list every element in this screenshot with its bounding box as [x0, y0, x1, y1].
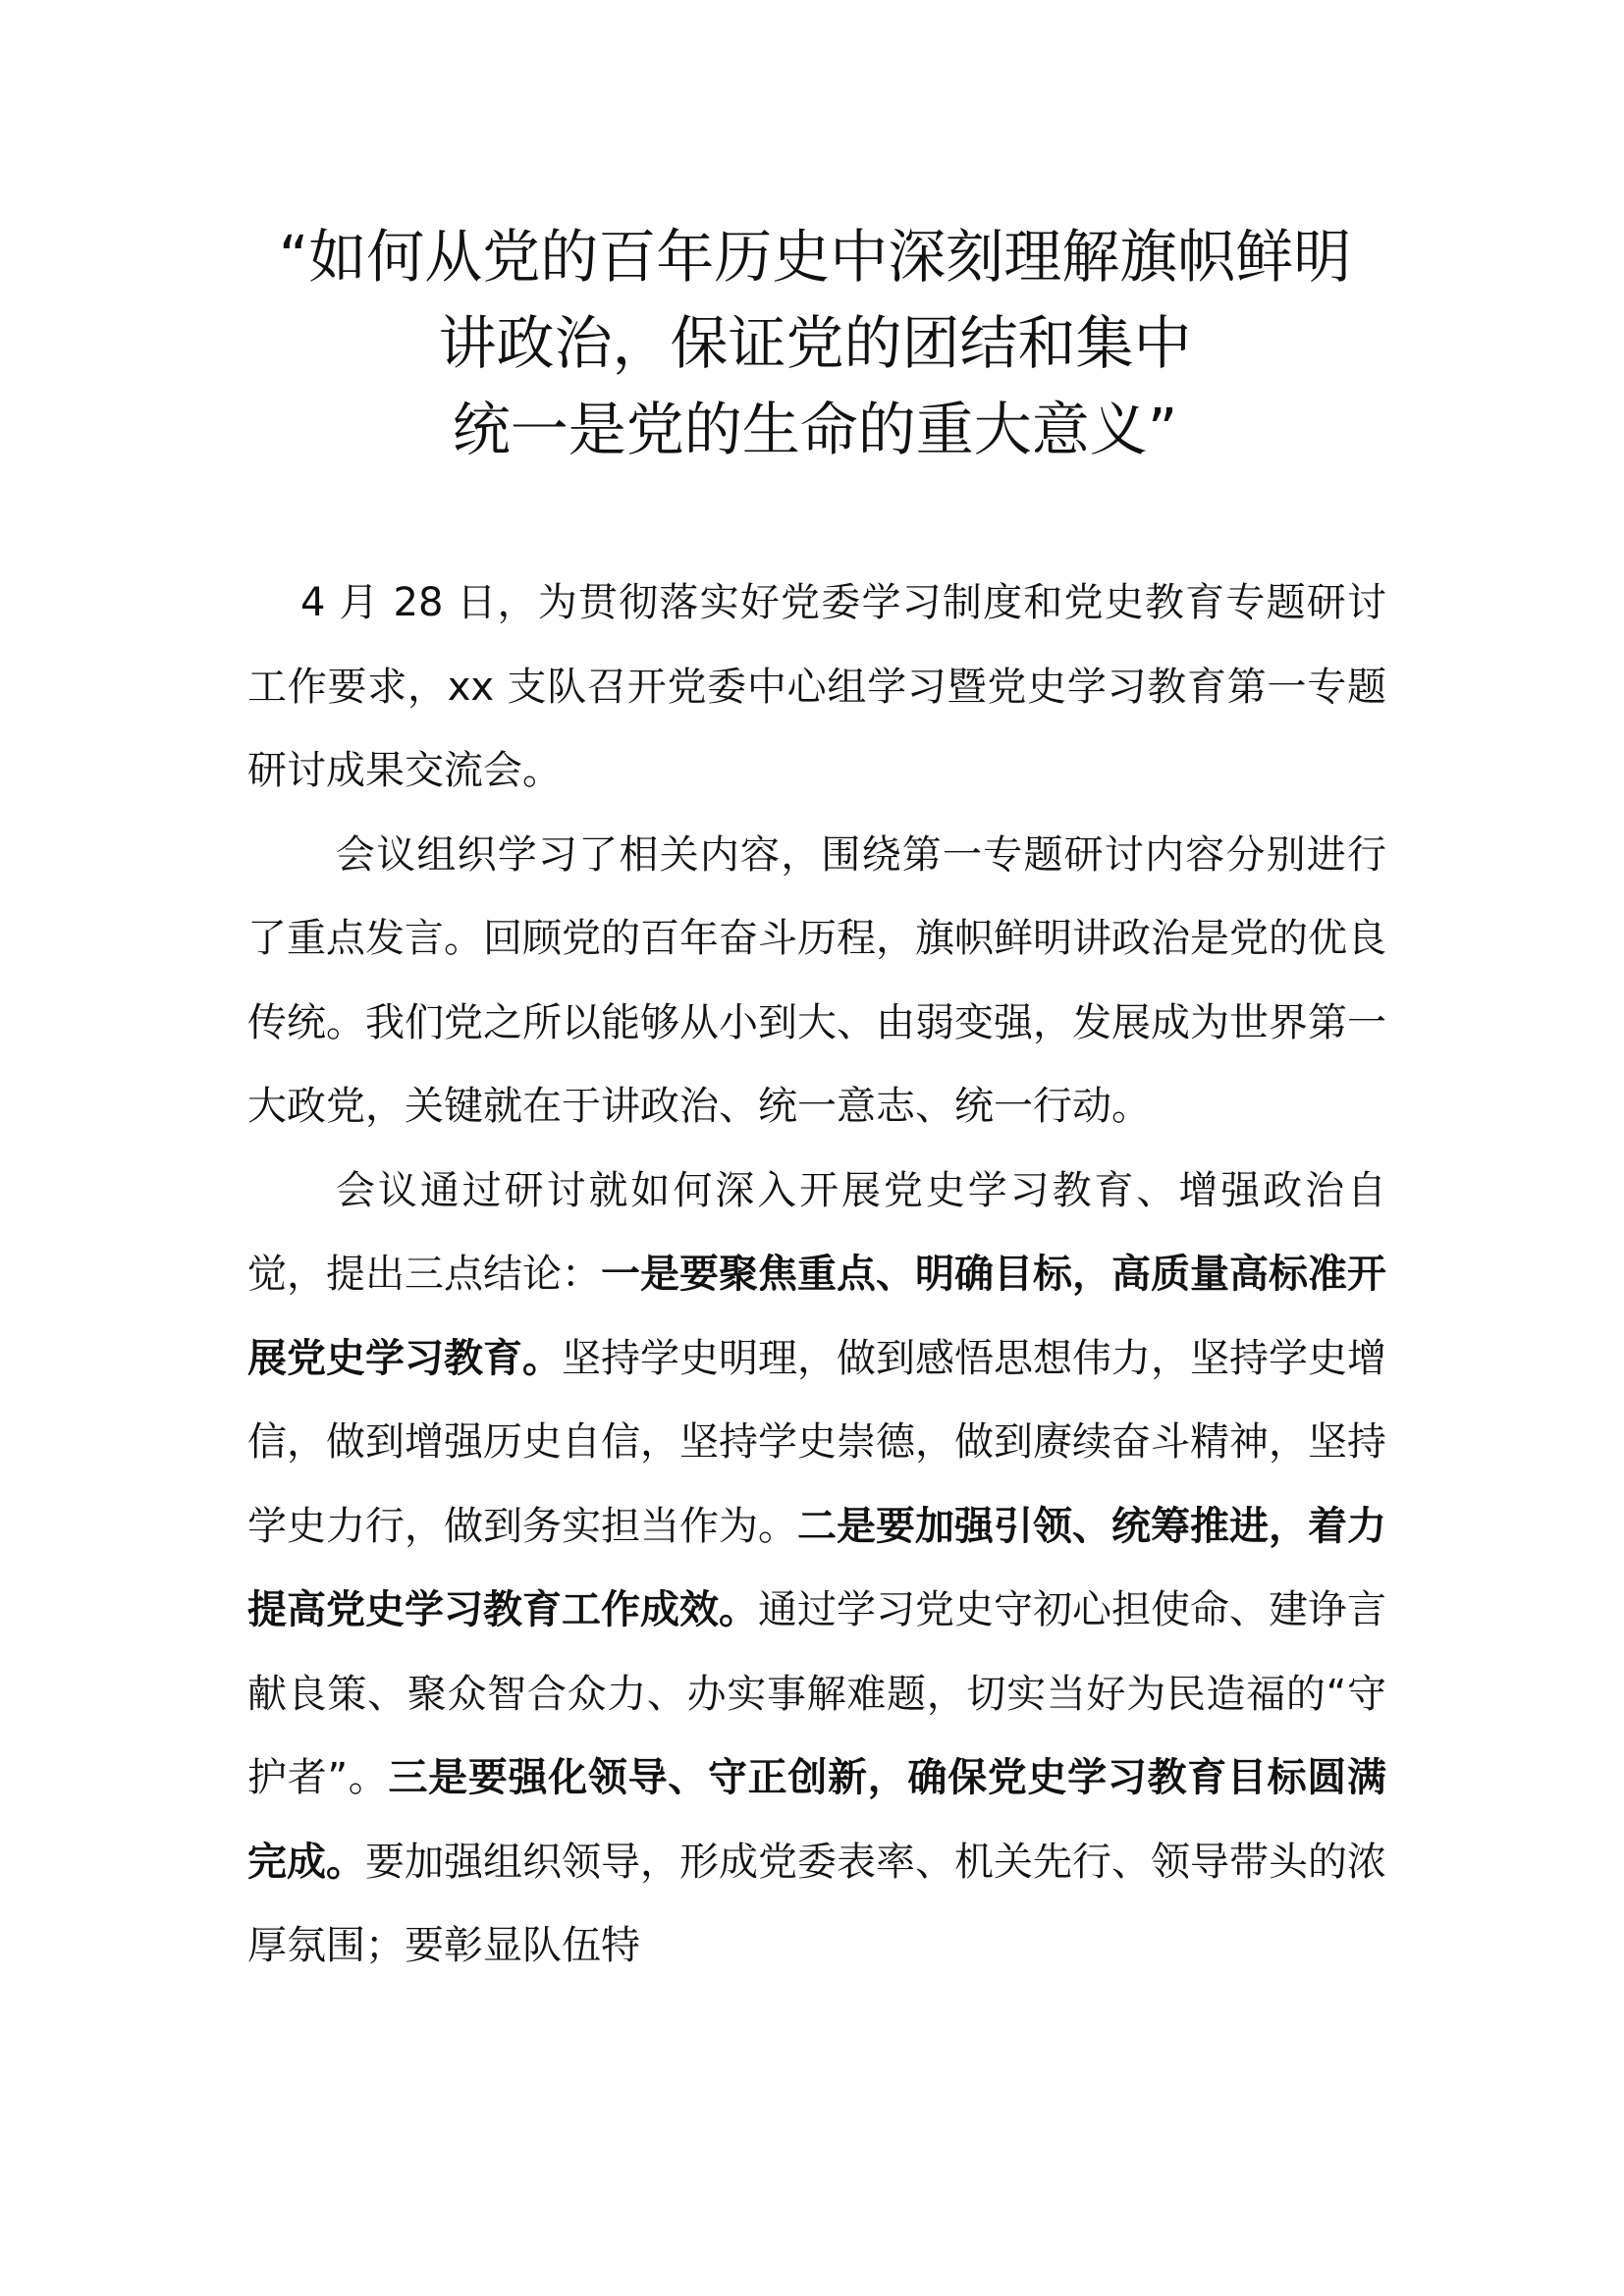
paragraph-conclusions: [247, 1149, 1386, 1989]
conclusion-one-text: 坚持学史明理，做到感悟思想伟力，坚持学史增信，做到增强历史自信，坚持学史崇德，做到赓续奋斗精神，坚持学史力行，做到务实担当作为。: [247, 1335, 1386, 1549]
conclusion-three-heading: 三是要强化领导、守正创新，确保党史学习教育目标圆满完成。: [247, 1755, 1386, 1885]
conclusion-two-heading: 二是要加强引领、统筹推进，着力提高党史学习教育工作成效。: [247, 1503, 1386, 1632]
title-line-3: 统一是党的生命的重大意义”: [452, 396, 1178, 463]
paragraph-study-content: 会议组织学习了相关内容，围绕第一专题研讨内容分别进行了重点发言。回顾党的百年奋斗历程，旗帜鲜明讲政治是党的优良传统。我们党之所以能够从小到大、由弱变强，发展成为世界第一大政党，关键就在于讲政治、统一意志、统一行动。: [247, 831, 1386, 1129]
title-line-1: “如何从党的百年历史中深刻理解旗帜鲜明: [278, 223, 1352, 291]
conclusion-three-text: 要加强组织领导，形成党委表率、机关先行、领导带头的浓厚氛围；要彰显队伍特: [247, 1839, 1386, 1968]
conclusions-intro: 会议通过研讨就如何深入开展党史学习教育、增强政治自觉，提出三点结论：: [247, 1167, 1386, 1297]
conclusion-two-text: 通过学习党史守初心担使命、建诤言献良策、聚众智合众力、办实事解难题，切实当好为民造福的“守护者”。: [247, 1587, 1386, 1800]
document-body: [247, 561, 1386, 1989]
conclusion-one-heading: 一是要聚焦重点、明确目标，高质量高标准开展党史学习教育。: [247, 1252, 1386, 1381]
title-line-2: 讲政治，保证党的团结和集中: [438, 309, 1192, 377]
document-title: [226, 214, 1404, 473]
paragraph-meeting-intro: 4 月 28 日，为贯彻落实好党委学习制度和党史教育专题研讨工作要求，xx 支队召开党委中心组学习暨党史学习教育第一专题研讨成果交流会。: [247, 580, 1386, 793]
